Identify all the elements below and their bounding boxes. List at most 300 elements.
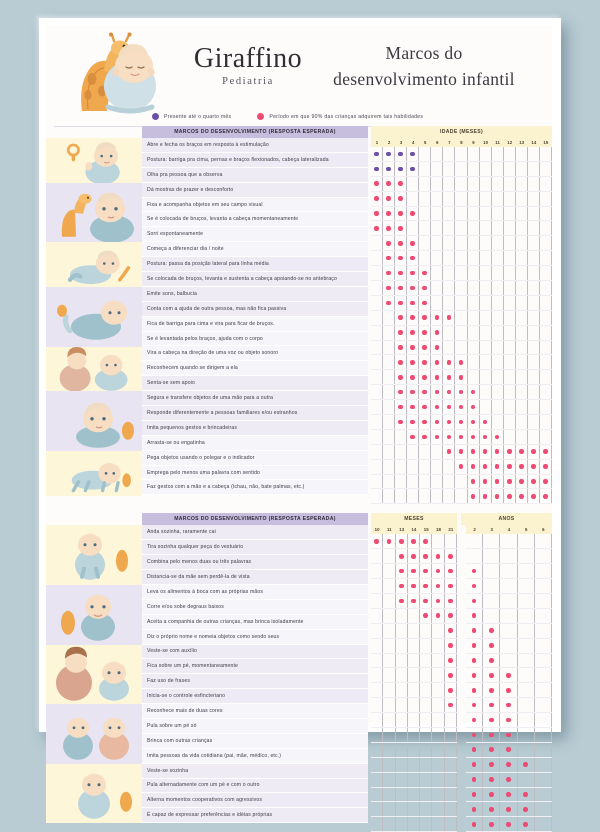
grid-cell[interactable]: [483, 579, 500, 593]
grid-cell[interactable]: [371, 207, 383, 221]
grid-cell[interactable]: [383, 400, 395, 414]
grid-cell[interactable]: [431, 311, 443, 325]
grid-cell[interactable]: [516, 460, 528, 474]
grid-cell[interactable]: [443, 475, 455, 489]
grid-cell[interactable]: [371, 177, 383, 191]
grid-cell[interactable]: [395, 326, 407, 340]
grid-cell[interactable]: [431, 251, 443, 265]
grid-cell[interactable]: [468, 177, 480, 191]
grid-cell[interactable]: [420, 534, 432, 548]
grid-cell[interactable]: [432, 654, 444, 668]
grid-cell[interactable]: [483, 802, 500, 816]
grid-cell[interactable]: [516, 475, 528, 489]
grid-cell[interactable]: [500, 534, 517, 548]
grid-cell[interactable]: [468, 326, 480, 340]
grid-cell[interactable]: [431, 445, 443, 459]
grid-cell[interactable]: [504, 475, 516, 489]
grid-cell[interactable]: [480, 460, 492, 474]
grid-cell[interactable]: [480, 385, 492, 399]
grid-cell[interactable]: [500, 564, 517, 578]
grid-cell[interactable]: [516, 266, 528, 280]
grid-cell[interactable]: [371, 147, 383, 161]
grid-cell[interactable]: [371, 802, 383, 816]
grid-cell[interactable]: [383, 341, 395, 355]
grid-cell[interactable]: [419, 266, 431, 280]
grid-cell[interactable]: [407, 266, 419, 280]
grid-cell[interactable]: [419, 341, 431, 355]
grid-cell[interactable]: [492, 236, 504, 250]
grid-cell[interactable]: [468, 266, 480, 280]
grid-cell[interactable]: [518, 758, 535, 772]
grid-cell[interactable]: [407, 400, 419, 414]
grid-cell[interactable]: [396, 549, 408, 563]
grid-cell[interactable]: [492, 147, 504, 161]
grid-cell[interactable]: [371, 296, 383, 310]
grid-cell[interactable]: [432, 579, 444, 593]
grid-cell[interactable]: [432, 817, 444, 831]
grid-cell[interactable]: [500, 728, 517, 742]
grid-cell[interactable]: [371, 728, 383, 742]
grid-cell[interactable]: [432, 758, 444, 772]
grid-cell[interactable]: [419, 162, 431, 176]
grid-cell[interactable]: [443, 236, 455, 250]
grid-cell[interactable]: [528, 400, 540, 414]
grid-cell[interactable]: [492, 385, 504, 399]
grid-cell[interactable]: [431, 192, 443, 206]
grid-cell[interactable]: [455, 177, 467, 191]
grid-cell[interactable]: [540, 370, 552, 384]
grid-cell[interactable]: [445, 713, 457, 727]
grid-cell[interactable]: [480, 281, 492, 295]
grid-cell[interactable]: [468, 430, 480, 444]
grid-cell[interactable]: [516, 326, 528, 340]
grid-cell[interactable]: [516, 489, 528, 503]
grid-cell[interactable]: [516, 177, 528, 191]
grid-cell[interactable]: [432, 594, 444, 608]
grid-cell[interactable]: [455, 281, 467, 295]
grid-cell[interactable]: [408, 758, 420, 772]
grid-cell[interactable]: [500, 713, 517, 727]
grid-cell[interactable]: [383, 445, 395, 459]
grid-cell[interactable]: [492, 355, 504, 369]
grid-cell[interactable]: [483, 713, 500, 727]
grid-cell[interactable]: [407, 355, 419, 369]
grid-cell[interactable]: [468, 147, 480, 161]
grid-cell[interactable]: [528, 162, 540, 176]
grid-cell[interactable]: [516, 415, 528, 429]
grid-cell[interactable]: [407, 281, 419, 295]
grid-cell[interactable]: [504, 489, 516, 503]
grid-cell[interactable]: [395, 475, 407, 489]
grid-cell[interactable]: [466, 788, 483, 802]
grid-cell[interactable]: [419, 326, 431, 340]
grid-cell[interactable]: [468, 415, 480, 429]
grid-cell[interactable]: [455, 236, 467, 250]
grid-cell[interactable]: [371, 549, 383, 563]
grid-cell[interactable]: [516, 385, 528, 399]
grid-cell[interactable]: [480, 430, 492, 444]
grid-cell[interactable]: [383, 415, 395, 429]
grid-cell[interactable]: [395, 311, 407, 325]
grid-cell[interactable]: [492, 207, 504, 221]
grid-cell[interactable]: [396, 609, 408, 623]
grid-cell[interactable]: [443, 192, 455, 206]
grid-cell[interactable]: [408, 773, 420, 787]
grid-cell[interactable]: [431, 281, 443, 295]
grid-cell[interactable]: [408, 594, 420, 608]
grid-cell[interactable]: [443, 296, 455, 310]
grid-cell[interactable]: [455, 207, 467, 221]
grid-cell[interactable]: [518, 639, 535, 653]
grid-cell[interactable]: [455, 460, 467, 474]
grid-cell[interactable]: [371, 341, 383, 355]
grid-cell[interactable]: [395, 430, 407, 444]
grid-cell[interactable]: [431, 207, 443, 221]
grid-cell[interactable]: [432, 728, 444, 742]
grid-cell[interactable]: [443, 400, 455, 414]
grid-cell[interactable]: [431, 296, 443, 310]
grid-cell[interactable]: [535, 743, 552, 757]
grid-cell[interactable]: [455, 370, 467, 384]
grid-cell[interactable]: [420, 564, 432, 578]
grid-cell[interactable]: [483, 654, 500, 668]
grid-cell[interactable]: [383, 207, 395, 221]
grid-cell[interactable]: [443, 355, 455, 369]
grid-cell[interactable]: [468, 475, 480, 489]
grid-cell[interactable]: [420, 609, 432, 623]
grid-cell[interactable]: [408, 668, 420, 682]
grid-cell[interactable]: [455, 326, 467, 340]
grid-cell[interactable]: [371, 460, 383, 474]
grid-cell[interactable]: [383, 251, 395, 265]
grid-cell[interactable]: [492, 162, 504, 176]
grid-cell[interactable]: [445, 698, 457, 712]
grid-cell[interactable]: [431, 355, 443, 369]
grid-cell[interactable]: [396, 728, 408, 742]
grid-cell[interactable]: [528, 370, 540, 384]
grid-cell[interactable]: [480, 489, 492, 503]
grid-cell[interactable]: [432, 549, 444, 563]
grid-cell[interactable]: [443, 147, 455, 161]
grid-cell[interactable]: [395, 192, 407, 206]
grid-cell[interactable]: [431, 415, 443, 429]
grid-cell[interactable]: [383, 281, 395, 295]
grid-cell[interactable]: [528, 192, 540, 206]
grid-cell[interactable]: [535, 683, 552, 697]
grid-cell[interactable]: [518, 728, 535, 742]
grid-cell[interactable]: [535, 698, 552, 712]
grid-cell[interactable]: [528, 341, 540, 355]
grid-cell[interactable]: [371, 162, 383, 176]
grid-cell[interactable]: [419, 207, 431, 221]
grid-cell[interactable]: [420, 668, 432, 682]
grid-cell[interactable]: [445, 802, 457, 816]
grid-cell[interactable]: [371, 668, 383, 682]
grid-cell[interactable]: [419, 445, 431, 459]
grid-cell[interactable]: [443, 326, 455, 340]
grid-cell[interactable]: [395, 207, 407, 221]
grid-cell[interactable]: [419, 221, 431, 235]
grid-cell[interactable]: [528, 207, 540, 221]
grid-cell[interactable]: [443, 251, 455, 265]
grid-cell[interactable]: [480, 192, 492, 206]
grid-cell[interactable]: [443, 266, 455, 280]
grid-cell[interactable]: [540, 400, 552, 414]
grid-cell[interactable]: [492, 370, 504, 384]
grid-cell[interactable]: [500, 788, 517, 802]
grid-cell[interactable]: [468, 281, 480, 295]
grid-cell[interactable]: [500, 758, 517, 772]
grid-cell[interactable]: [528, 355, 540, 369]
grid-cell[interactable]: [540, 162, 552, 176]
grid-cell[interactable]: [468, 489, 480, 503]
grid-cell[interactable]: [383, 698, 395, 712]
grid-cell[interactable]: [383, 370, 395, 384]
grid-cell[interactable]: [383, 489, 395, 503]
grid-cell[interactable]: [466, 713, 483, 727]
grid-cell[interactable]: [383, 802, 395, 816]
grid-cell[interactable]: [431, 400, 443, 414]
grid-cell[interactable]: [445, 654, 457, 668]
grid-cell[interactable]: [396, 654, 408, 668]
grid-cell[interactable]: [407, 251, 419, 265]
grid-cell[interactable]: [431, 460, 443, 474]
grid-cell[interactable]: [420, 743, 432, 757]
grid-cell[interactable]: [371, 281, 383, 295]
grid-cell[interactable]: [535, 668, 552, 682]
grid-cell[interactable]: [431, 489, 443, 503]
grid-cell[interactable]: [500, 683, 517, 697]
grid-cell[interactable]: [466, 743, 483, 757]
grid-cell[interactable]: [535, 534, 552, 548]
grid-cell[interactable]: [431, 326, 443, 340]
grid-cell[interactable]: [516, 355, 528, 369]
grid-cell[interactable]: [371, 817, 383, 831]
grid-cell[interactable]: [483, 728, 500, 742]
grid-cell[interactable]: [466, 683, 483, 697]
grid-cell[interactable]: [396, 743, 408, 757]
grid-cell[interactable]: [504, 281, 516, 295]
grid-cell[interactable]: [431, 385, 443, 399]
grid-cell[interactable]: [516, 400, 528, 414]
grid-cell[interactable]: [492, 445, 504, 459]
grid-cell[interactable]: [483, 817, 500, 831]
grid-cell[interactable]: [407, 221, 419, 235]
grid-cell[interactable]: [383, 758, 395, 772]
grid-cell[interactable]: [408, 802, 420, 816]
grid-cell[interactable]: [504, 385, 516, 399]
grid-cell[interactable]: [518, 817, 535, 831]
grid-cell[interactable]: [540, 192, 552, 206]
grid-cell[interactable]: [483, 609, 500, 623]
grid-cell[interactable]: [455, 221, 467, 235]
grid-cell[interactable]: [408, 817, 420, 831]
grid-cell[interactable]: [443, 207, 455, 221]
grid-cell[interactable]: [518, 802, 535, 816]
grid-cell[interactable]: [466, 549, 483, 563]
grid-cell[interactable]: [516, 296, 528, 310]
grid-cell[interactable]: [407, 489, 419, 503]
grid-cell[interactable]: [443, 415, 455, 429]
grid-cell[interactable]: [371, 370, 383, 384]
grid-cell[interactable]: [528, 445, 540, 459]
grid-cell[interactable]: [466, 802, 483, 816]
grid-cell[interactable]: [535, 624, 552, 638]
grid-cell[interactable]: [383, 430, 395, 444]
grid-cell[interactable]: [420, 579, 432, 593]
grid-cell[interactable]: [504, 370, 516, 384]
grid-cell[interactable]: [420, 624, 432, 638]
grid-cell[interactable]: [504, 296, 516, 310]
grid-cell[interactable]: [492, 341, 504, 355]
grid-cell[interactable]: [535, 817, 552, 831]
grid-cell[interactable]: [445, 534, 457, 548]
grid-cell[interactable]: [518, 698, 535, 712]
grid-cell[interactable]: [468, 192, 480, 206]
grid-cell[interactable]: [420, 802, 432, 816]
grid-cell[interactable]: [480, 251, 492, 265]
grid-cell[interactable]: [383, 296, 395, 310]
grid-cell[interactable]: [468, 400, 480, 414]
grid-cell[interactable]: [371, 624, 383, 638]
grid-cell[interactable]: [455, 266, 467, 280]
grid-cell[interactable]: [504, 266, 516, 280]
grid-cell[interactable]: [518, 534, 535, 548]
grid-cell[interactable]: [383, 177, 395, 191]
grid-cell[interactable]: [371, 654, 383, 668]
grid-cell[interactable]: [466, 817, 483, 831]
grid-cell[interactable]: [466, 534, 483, 548]
grid-cell[interactable]: [516, 236, 528, 250]
grid-cell[interactable]: [516, 251, 528, 265]
grid-cell[interactable]: [540, 207, 552, 221]
grid-cell[interactable]: [492, 311, 504, 325]
grid-cell[interactable]: [371, 266, 383, 280]
grid-cell[interactable]: [383, 311, 395, 325]
grid-cell[interactable]: [407, 296, 419, 310]
grid-cell[interactable]: [408, 624, 420, 638]
grid-cell[interactable]: [432, 788, 444, 802]
grid-cell[interactable]: [383, 192, 395, 206]
grid-cell[interactable]: [408, 549, 420, 563]
grid-cell[interactable]: [420, 549, 432, 563]
grid-cell[interactable]: [528, 221, 540, 235]
grid-cell[interactable]: [383, 221, 395, 235]
grid-cell[interactable]: [516, 341, 528, 355]
grid-cell[interactable]: [396, 773, 408, 787]
grid-cell[interactable]: [420, 683, 432, 697]
grid-cell[interactable]: [480, 445, 492, 459]
grid-cell[interactable]: [540, 460, 552, 474]
grid-cell[interactable]: [432, 624, 444, 638]
grid-cell[interactable]: [383, 788, 395, 802]
grid-cell[interactable]: [500, 624, 517, 638]
grid-cell[interactable]: [504, 415, 516, 429]
grid-cell[interactable]: [383, 579, 395, 593]
grid-cell[interactable]: [407, 385, 419, 399]
grid-cell[interactable]: [528, 326, 540, 340]
grid-cell[interactable]: [371, 355, 383, 369]
grid-cell[interactable]: [500, 579, 517, 593]
grid-cell[interactable]: [395, 400, 407, 414]
grid-cell[interactable]: [500, 802, 517, 816]
grid-cell[interactable]: [395, 489, 407, 503]
grid-cell[interactable]: [383, 266, 395, 280]
grid-cell[interactable]: [468, 251, 480, 265]
grid-cell[interactable]: [480, 266, 492, 280]
grid-cell[interactable]: [504, 207, 516, 221]
grid-cell[interactable]: [432, 609, 444, 623]
grid-cell[interactable]: [407, 341, 419, 355]
grid-cell[interactable]: [371, 489, 383, 503]
grid-cell[interactable]: [431, 162, 443, 176]
grid-cell[interactable]: [443, 281, 455, 295]
grid-cell[interactable]: [528, 385, 540, 399]
grid-cell[interactable]: [431, 236, 443, 250]
grid-cell[interactable]: [480, 370, 492, 384]
grid-cell[interactable]: [468, 341, 480, 355]
grid-cell[interactable]: [383, 385, 395, 399]
grid-cell[interactable]: [540, 475, 552, 489]
grid-cell[interactable]: [518, 773, 535, 787]
grid-cell[interactable]: [540, 266, 552, 280]
grid-cell[interactable]: [443, 162, 455, 176]
grid-cell[interactable]: [420, 788, 432, 802]
grid-cell[interactable]: [445, 609, 457, 623]
grid-cell[interactable]: [395, 221, 407, 235]
grid-cell[interactable]: [419, 251, 431, 265]
grid-cell[interactable]: [518, 683, 535, 697]
grid-cell[interactable]: [492, 475, 504, 489]
grid-cell[interactable]: [383, 609, 395, 623]
grid-cell[interactable]: [455, 430, 467, 444]
grid-cell[interactable]: [483, 549, 500, 563]
grid-cell[interactable]: [480, 355, 492, 369]
grid-cell[interactable]: [432, 683, 444, 697]
grid-cell[interactable]: [528, 430, 540, 444]
grid-cell[interactable]: [540, 296, 552, 310]
grid-cell[interactable]: [516, 430, 528, 444]
grid-cell[interactable]: [540, 430, 552, 444]
grid-cell[interactable]: [455, 400, 467, 414]
grid-cell[interactable]: [480, 341, 492, 355]
grid-cell[interactable]: [419, 311, 431, 325]
grid-cell[interactable]: [419, 177, 431, 191]
grid-cell[interactable]: [395, 177, 407, 191]
grid-cell[interactable]: [540, 221, 552, 235]
grid-cell[interactable]: [408, 728, 420, 742]
grid-cell[interactable]: [431, 370, 443, 384]
grid-cell[interactable]: [504, 192, 516, 206]
grid-cell[interactable]: [535, 579, 552, 593]
grid-cell[interactable]: [528, 236, 540, 250]
grid-cell[interactable]: [516, 192, 528, 206]
grid-cell[interactable]: [492, 415, 504, 429]
grid-cell[interactable]: [432, 773, 444, 787]
grid-cell[interactable]: [528, 489, 540, 503]
grid-cell[interactable]: [395, 385, 407, 399]
grid-cell[interactable]: [445, 624, 457, 638]
grid-cell[interactable]: [540, 355, 552, 369]
grid-cell[interactable]: [445, 564, 457, 578]
grid-cell[interactable]: [528, 266, 540, 280]
grid-cell[interactable]: [408, 639, 420, 653]
grid-cell[interactable]: [383, 817, 395, 831]
grid-cell[interactable]: [504, 236, 516, 250]
grid-cell[interactable]: [443, 445, 455, 459]
grid-cell[interactable]: [408, 683, 420, 697]
grid-cell[interactable]: [518, 743, 535, 757]
